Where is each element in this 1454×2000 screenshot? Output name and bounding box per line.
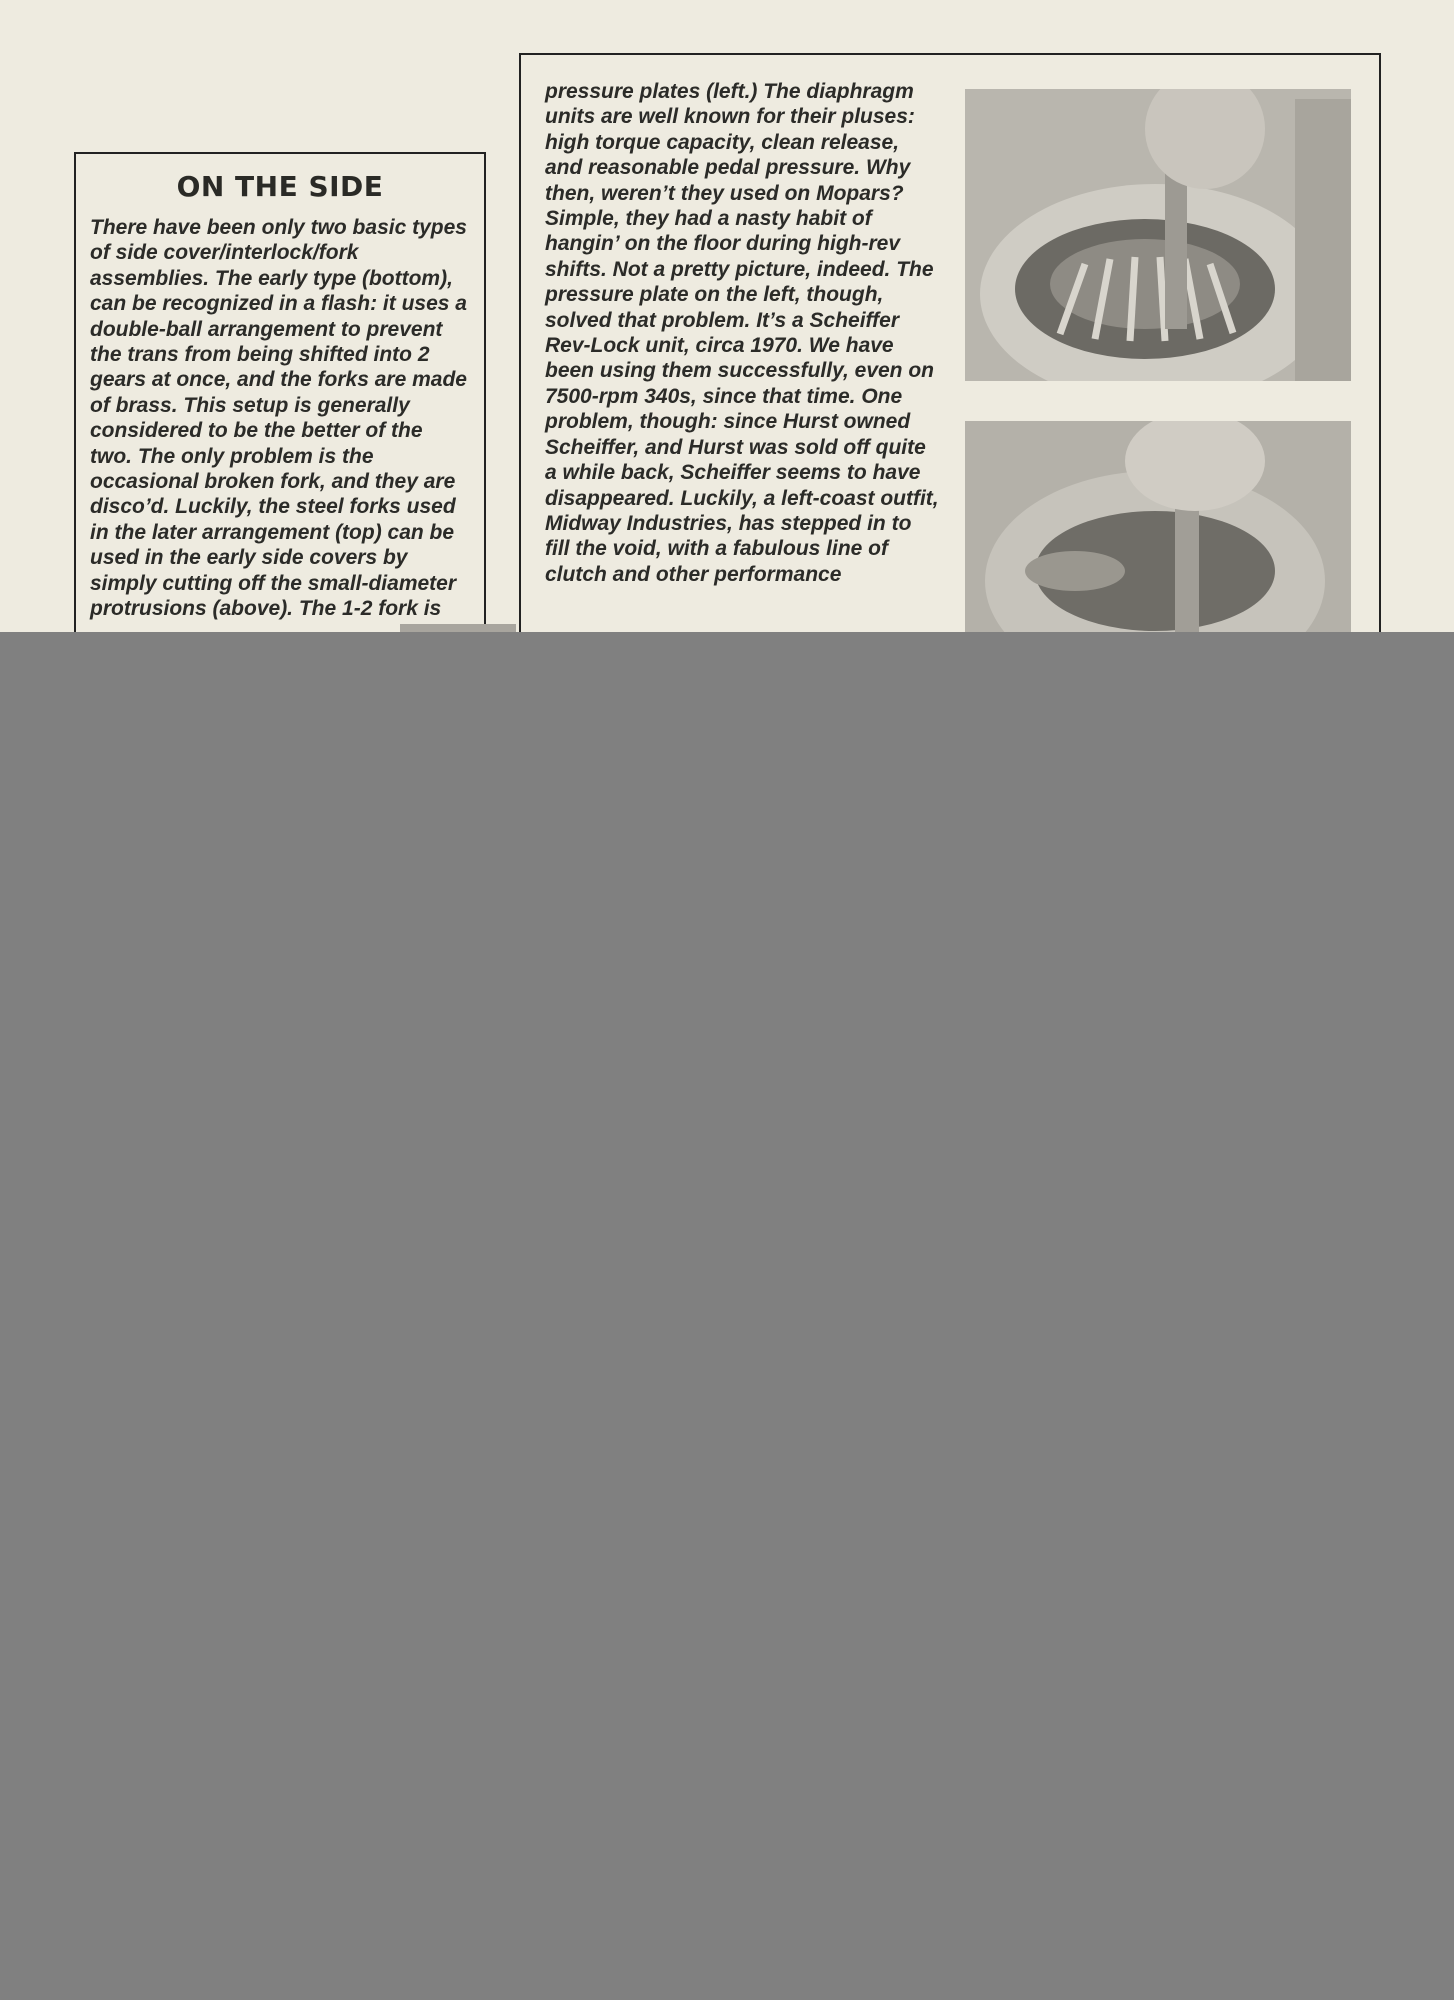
photo-image-top [965,89,1351,381]
sidebar-text: There have been only two basic types of side cover/interlock/fork assemblies. The early type (bottom), can be recognized in a flash: it uses a double-ball arrangement to prevent the trans from being shifted into 2 gears at once, and the forks are made of brass. This setup is generally considered to be the better of the two. The only problem is the occasional broken fork, and they are disco’d. Luckily, the steel forks used in the later arrangement (top) can be used in the early side covers by simply cutting off the small-diameter protrusions (above). The 1-2 fork is [90,216,467,621]
photo-pressure-plate-top [965,89,1351,381]
main-article-box [519,53,1381,693]
grey-fill-area [0,632,1454,2000]
sidebar-box [74,152,486,672]
sidebar-title: ON THE SIDE [176,170,384,203]
main-article-text: pressure plates (left.) The diaphragm units are well known for their pluses: high torque capacity, clean release, and reasonable pedal pressure. Why then, weren’t they used on Mopars? Simple, they had a nasty habit of hangin’ on the floor during high-rev shifts. Not a pretty picture, indeed. The pressure plate on the left, though, solved that problem. It’s a Scheiffer Rev-Lock unit, circa 1970. We have been using them successfully, even on 7500-rpm 340s, since that time. One problem, though: since Hurst owned Scheiffer, and Hurst was sold off quite a while back, Scheiffer seems to have disappeared. Luckily, a left-coast outfit, Midway Industries, has stepped in to fill the void, with a fabulous line of clutch and other performance [545,80,939,586]
